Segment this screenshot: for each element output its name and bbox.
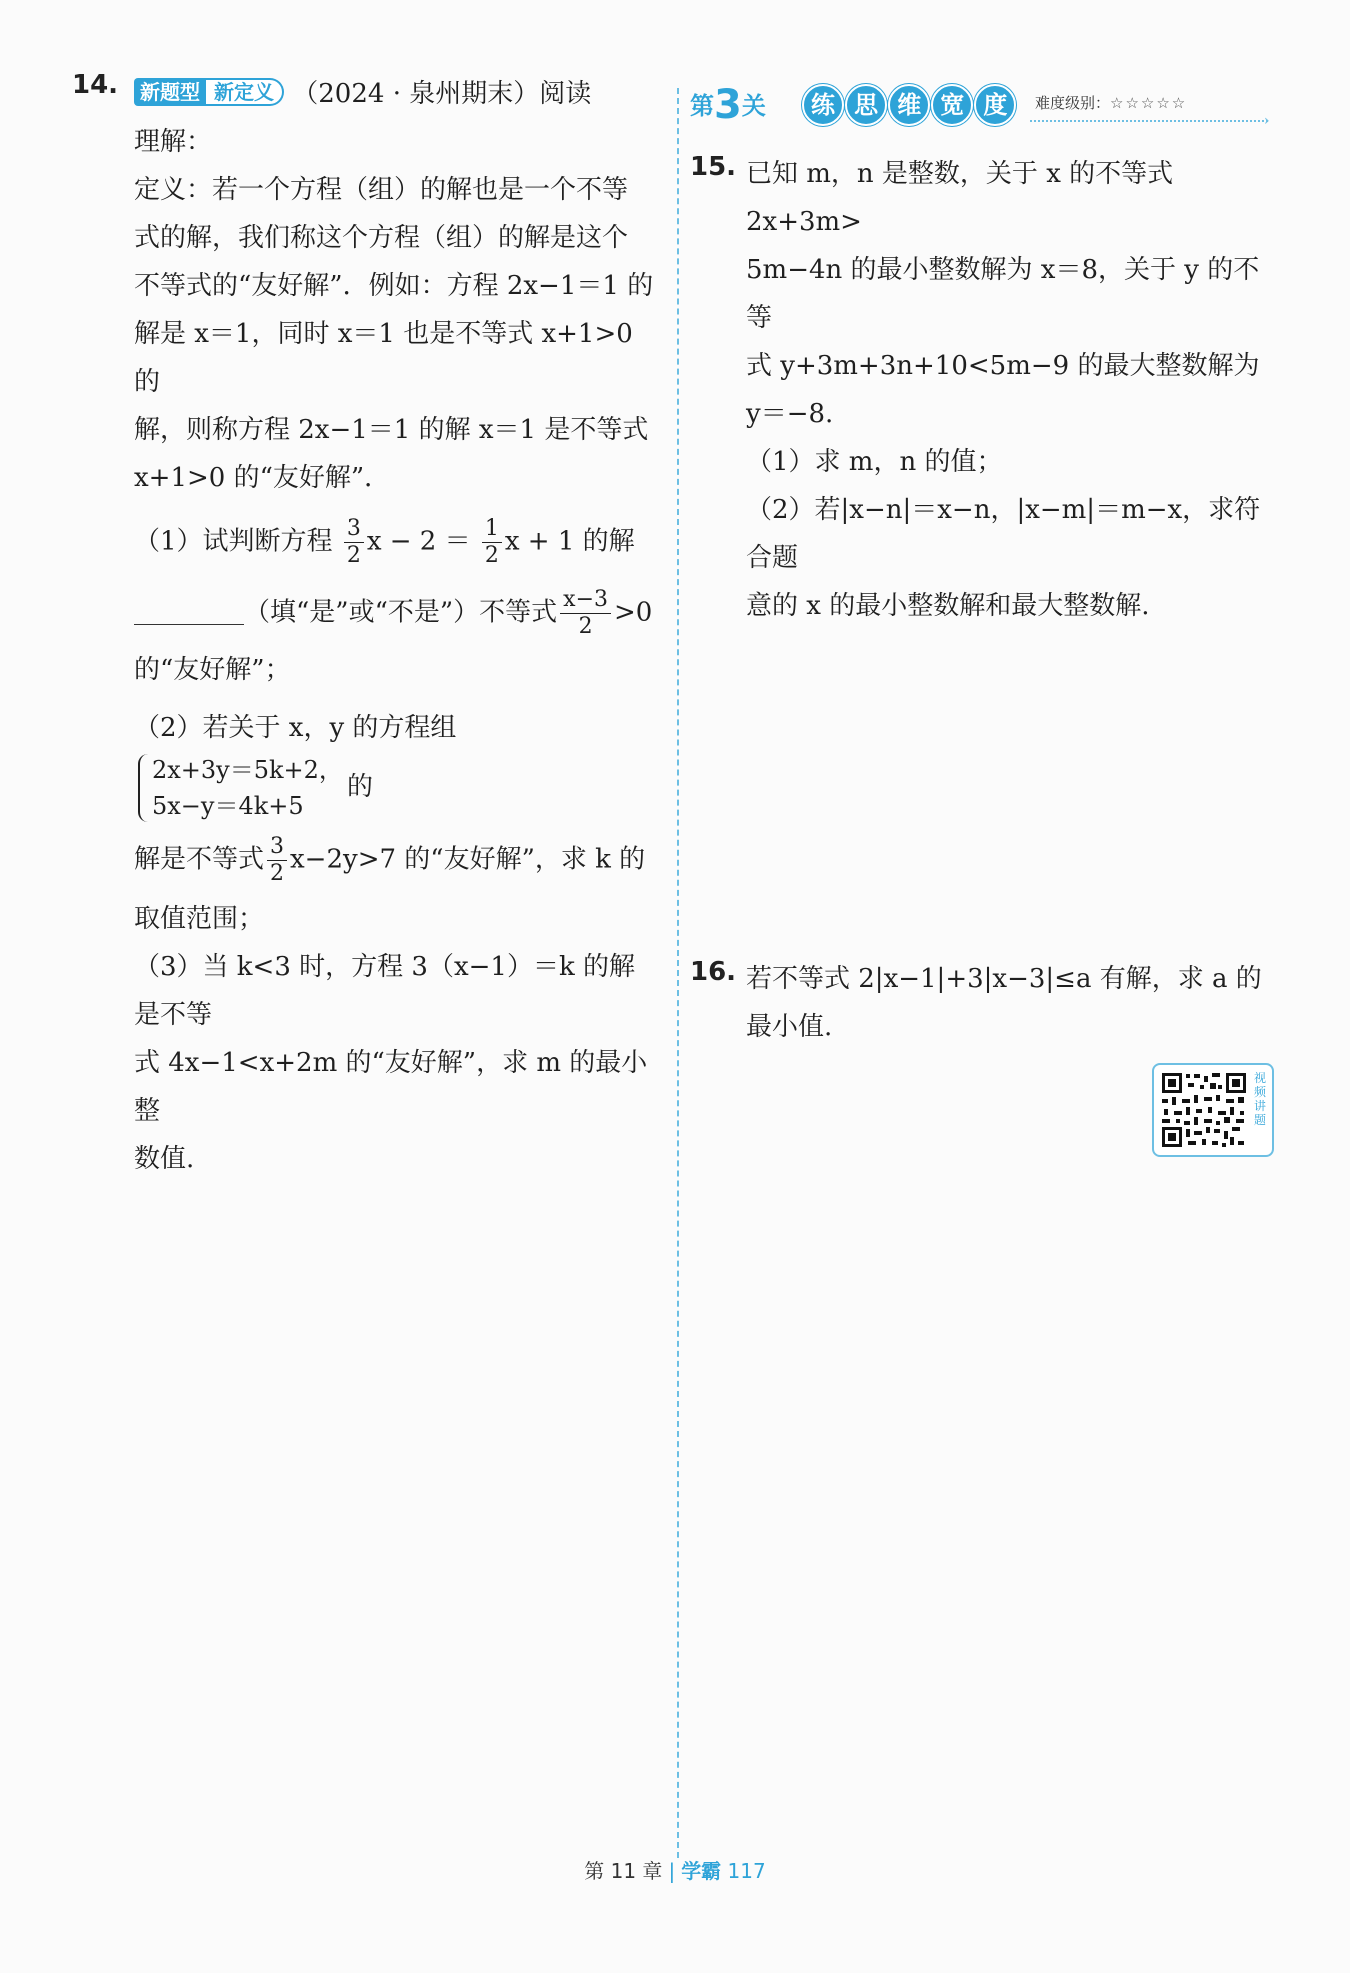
fraction-numerator: x−3 <box>560 587 611 614</box>
fraction <box>560 587 611 640</box>
text-line: （3）当 k<3 时，方程 3（x−1）＝k 的解是不等 <box>134 952 635 1030</box>
fraction-denominator: 2 <box>578 614 593 639</box>
section-title <box>802 84 1012 126</box>
fraction-denominator: 2 <box>484 543 499 568</box>
question-14-title-line <box>134 70 657 118</box>
level-number: 3 <box>714 82 742 128</box>
chapter-label: 第 11 章 <box>584 1859 663 1883</box>
page-footer <box>0 1855 1350 1884</box>
part-2-line-2 <box>134 834 657 887</box>
inequality-suffix: >0 <box>614 597 653 628</box>
part-1-suffix: x + 1 的解 <box>504 526 635 557</box>
part-1-line-2-text: （填“是”或“不是”）不等式 <box>244 597 558 628</box>
text-line: 若不等式 2|x−1|+3|x−3|≤a 有解，求 a 的 <box>746 964 1262 994</box>
part-2-line-1 <box>134 704 657 824</box>
difficulty-rating <box>1035 92 1187 113</box>
part-1-line-2 <box>134 587 657 640</box>
text-line: 取值范围； <box>134 904 265 934</box>
question-number: 15. <box>690 152 737 182</box>
video-qr-code[interactable] <box>1152 1063 1274 1157</box>
system-equation-2: 5x−y＝4k+5 <box>152 792 304 820</box>
text-line: 最小值. <box>746 1012 833 1042</box>
fraction-denominator: 2 <box>270 861 285 886</box>
text-line: 式的解，我们称这个方程（组）的解是这个 <box>134 223 629 253</box>
text-line: y＝−8. <box>746 399 834 429</box>
text-line: 定义：若一个方程（组）的解也是一个不等 <box>134 175 629 205</box>
fraction <box>267 834 287 887</box>
equation-system <box>138 752 343 824</box>
column-divider <box>677 88 679 1858</box>
difficulty-label: 难度级别： <box>1035 94 1111 112</box>
brand-name: 学霸 <box>681 1859 722 1883</box>
text-line: 解是 x＝1，同时 x＝1 也是不等式 x+1>0 的 <box>134 319 633 397</box>
title-char: 度 <box>974 84 1016 126</box>
level-suffix: 关 <box>741 92 766 120</box>
title-char: 思 <box>845 84 887 126</box>
fraction-numerator: 1 <box>482 516 502 543</box>
text-line: x+1>0 的“友好解”． <box>134 463 391 493</box>
part-1-middle: x − 2 ＝ <box>366 526 471 557</box>
fraction-numerator: 3 <box>344 516 364 543</box>
question-number: 14. <box>72 70 119 100</box>
qr-label: 视频讲题 <box>1253 1071 1266 1127</box>
new-type-tag: 新题型 <box>134 78 206 106</box>
text-line: 不等式的“友好解”．例如：方程 2x−1＝1 的 <box>134 271 654 301</box>
text-line: （1）求 m，n 的值； <box>746 447 1003 477</box>
fraction <box>344 516 364 569</box>
new-definition-tag: 新定义 <box>206 78 284 106</box>
system-equation-1: 2x+3y＝5k+2， <box>152 756 343 784</box>
level-badge <box>690 82 766 128</box>
text-line: 式 4x−1<x+2m 的“友好解”，求 m 的最小整 <box>134 1048 648 1126</box>
qr-code-icon <box>1160 1071 1248 1149</box>
title-char: 练 <box>802 84 844 126</box>
text-line: 数值. <box>134 1144 195 1174</box>
page-number: 117 <box>727 1859 766 1883</box>
text-line: 式 y+3m+3n+10<5m−9 的最大整数解为 <box>746 351 1260 381</box>
text-line: 理解： <box>134 127 213 157</box>
header-dotted-line <box>1030 120 1268 122</box>
question-14 <box>72 70 657 1183</box>
arrow-icon: › <box>1264 113 1270 129</box>
title-char: 维 <box>888 84 930 126</box>
part-1-line-1 <box>134 516 657 569</box>
text-line: 的“友好解”； <box>134 655 291 685</box>
fraction-numerator: 3 <box>267 834 287 861</box>
level-prefix: 第 <box>690 92 714 120</box>
text-line: 解，则称方程 2x−1＝1 的解 x＝1 是不等式 <box>134 415 649 445</box>
text-line: 5m−4n 的最小整数解为 x＝8，关于 y 的不等 <box>746 255 1260 333</box>
part-2-prefix: （2）若关于 x，y 的方程组 <box>134 713 457 743</box>
fraction <box>482 516 502 569</box>
fraction-denominator: 2 <box>346 543 361 568</box>
question-15 <box>690 150 1278 630</box>
text-line: 意的 x 的最小整数解和最大整数解. <box>746 591 1150 621</box>
title-char: 宽 <box>931 84 973 126</box>
section-header <box>690 82 1275 132</box>
part-2-line-2-suffix: x−2y>7 的“友好解”，求 k 的 <box>290 844 646 875</box>
part-1-prefix: （1）试判断方程 <box>134 526 333 557</box>
source-text: （2024 · 泉州期末）阅读 <box>292 79 592 109</box>
question-16 <box>690 955 1278 1051</box>
question-number: 16. <box>690 957 737 987</box>
brace <box>138 754 150 822</box>
text-line: （2）若|x−n|＝x−n，|x−m|＝m−x，求符合题 <box>746 495 1261 573</box>
part-2-suffix: 的 <box>346 772 373 802</box>
footer-separator: | <box>668 1859 676 1883</box>
part-2-line-2-prefix: 解是不等式 <box>134 844 265 875</box>
text-line: 已知 m，n 是整数，关于 x 的不等式 2x+3m> <box>746 159 1174 237</box>
answer-blank[interactable] <box>134 594 244 625</box>
star-icons: ☆☆☆☆☆ <box>1110 94 1188 112</box>
